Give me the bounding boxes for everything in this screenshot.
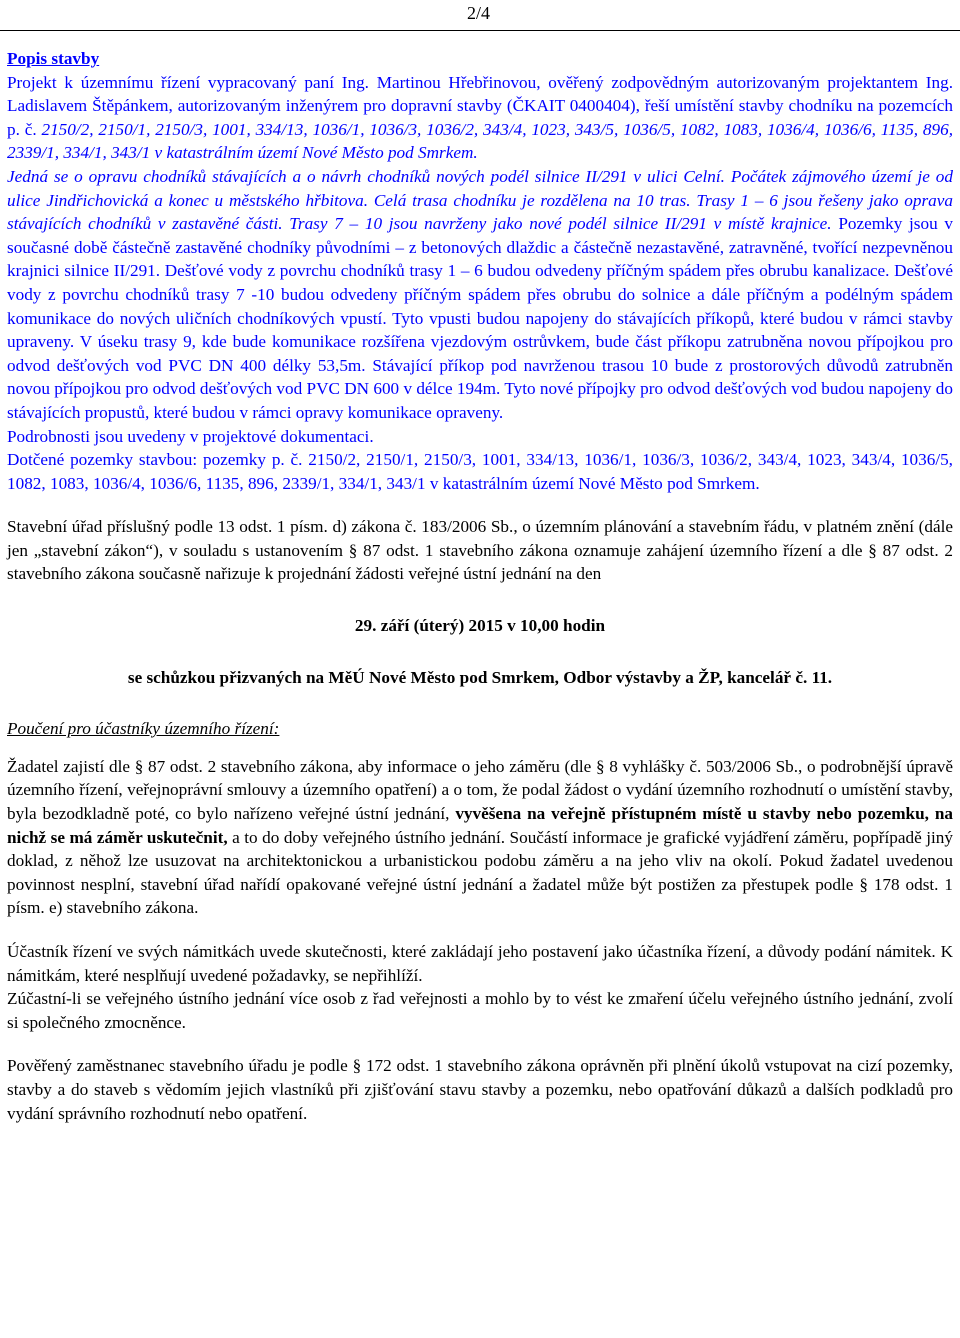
section-heading: Popis stavby — [7, 49, 100, 68]
instruction-heading: Poučení pro účastníky územního řízení: — [7, 719, 280, 739]
instruction-objections: Účastník řízení ve svých námitkách uvede skutečnosti, které zakládají jeho postavení jako účastníka řízení, a důvody podání námitek. K námitkám, které nesplňují uvedené požadavky, se nepřihlíží. — [7, 942, 953, 985]
instruction-representative: Zúčastní-li se veřejného ústního jednání více osob z řad veřejnosti a mohlo by to vést ke zmaření účelu veřejného ústního jednání, zvolí si společného zmocněnce. — [7, 989, 953, 1032]
page-number: 2/4 — [466, 3, 490, 23]
instruction-inspection: Pověřený zaměstnanec stavebního úřadu je podle § 172 odst. 1 stavebního zákona oprávněn při plnění úkolů vstupovat na cizí pozemky, stavby a do staveb s vědomím jejich vlastníků při zjišťování stavu stavby a pozemku, nebo opatřování důkazů a dalších podkladů pro vydání správního rozhodnutí nebo opatření. — [7, 1056, 953, 1123]
header-rule — [0, 30, 960, 31]
instr-1b: vyvěšena na veřejně přístupném místě u stavby nebo pozemku, na nichž se má záměr uskutečnit, — [7, 804, 953, 847]
instruction-applicant — [7, 755, 953, 920]
project-intro — [7, 71, 953, 165]
meeting-date: 29. září (úterý) 2015 v 10,00 hodin — [354, 616, 606, 636]
instr-1a: Žadatel zajistí dle § 87 odst. 2 stavebního zákona, aby informace o jeho záměru (dle § 8 vyhlášky č. 503/2006 Sb., o podrobnější úpravě územního řízení, veřejnoprávní smlouvy a územního opatření) a o tom, že podal žádost o vydání územního rozhodnutí o umístění stavby, byla bezodkladně poté, co bylo nařízeno veřejné ústní jednání, — [7, 756, 953, 824]
intro-text: Projekt k územnímu řízení vypracovaný paní Ing. Martinou Hřebřinovou, ověřený zodpovědným autorizovaným projektantem Ing. Ladislavem Štěpánkem, autorizovaným inženýrem pro dopravní stavby (ČKAIT 0400404), řeší umístění stavby chodníku na pozemcích p. č. — [7, 72, 953, 139]
desc-text-1: Jedná se o opravu chodníků stávajících a o návrh chodníků nových podél silnice II/291 v ulici Celní. — [7, 166, 725, 186]
parcels-label: Dotčené pozemky stavbou: pozemky p. č. — [7, 450, 303, 470]
affected-parcels — [7, 448, 953, 495]
project-description — [7, 165, 953, 425]
intro-parcels: 2150/2, 2150/1, 2150/3, 1001, 334/13, 1036/1, 1036/3, 1036/2, 343/4, 1023, 343/5, 1036/5, 1082, 1083, 1036/4, 1036/6, 1135, 896, 2339/1, 334/1, 343/1 v katastrálním území Nové Město pod Smrkem. — [7, 119, 953, 163]
details-note: Podrobnosti jsou uvedeny v projektové dokumentaci. — [7, 426, 374, 446]
instr-1c: a to do doby veřejného ústního jednání. Součástí informace je grafické vyjádření záměru, popřípadě jiný doklad, z něhož lze usuzovat na architektonickou a urbanistickou podobu záměru a na jeho vliv na okolí. Pokud žadatel uvedenou povinnost nesplní, stavební úřad nařídí opakované veřejné ústní jednání a žadatel může být postižen za přestupek podle § 178 odst. 1 písm. e) stavebního zákona. — [7, 827, 953, 918]
document-body — [7, 47, 953, 1125]
parcels-list: 2150/2, 2150/1, 2150/3, 1001, 334/13, 1036/1, 1036/3, 1036/2, 343/4, 1023, 343/4, 1036/5, 1082, 1083, 1036/4, 1036/6, 1135, 896, 2339/1, 334/1, 343/1 v katastrálním území Nové Město pod Smrkem. — [7, 450, 953, 493]
announcement-paragraph: Stavební úřad příslušný podle 13 odst. 1 písm. d) zákona č. 183/2006 Sb., o územním plánování a stavebním řádu, v platném znění (dále jen „stavební zákon“), v souladu s ustanovením § 87 odst. 1 stavebního zákona oznamuje zahájení územního řízení a dle § 87 odst. 2 stavebního zákona současně nařizuje k projednání žádosti veřejné ústní jednání na den — [7, 517, 953, 584]
desc-text-2: Počátek zájmového území je od ulice Jindřichovická a konec u městského hřbitova. Celá trasa chodníku je rozdělena na 10 tras. Trasy 1 – 6 jsou řešeny jako oprava stávajících chodníků v zastavěné části. Trasy 7 – 10 jsou navrženy jako nové podél silnice II/291 v místě krajnice. — [7, 166, 953, 234]
desc-text-3: Pozemky jsou v současné době částečně zastavěné chodníky původními – z betonových dlaždic a částečně nezastavěné, zatravněné, tvořící nezpevněnou krajnici silnice II/291. Dešťové vody z povrchu chodníků trasy 1 – 6 budou odvedeny příčným spádem přes obrubu kanalizace. Dešťové vody z povrchu chodníků trasy 7 -10 budou odvedeny příčným spádem přes obrubu do solnice a dále příčným a podélným spádem komunikace do nových uličních chodníkových vpustí. Tyto vpusti budou napojeny do stávajících příkopů, které budou v rámci stavby upraveny. V úseku trasy 9, kde bude komunikace rozšířena vjezdovým ostrůvkem, bude část příkopu zatrubněna novou přípojkou pro odvod dešťových vod PVC DN 400 délky 53,5m. Stávající příkop pod navrženou trasou 10 bude z prostorových důvodů zatrubněn novou přípojkou pro odvod dešťových vod PVC DN 600 v délce 194m. Tyto nové přípojky pro odvod dešťových vod budou napojeny do stávajících propustů, které budou v rámci opravy komunikace opraveny. — [7, 214, 953, 422]
meeting-location: se schůzkou přizvaných na MěÚ Nové Město pod Smrkem, Odbor výstavby a ŽP, kancelář č. 11. — [127, 667, 833, 687]
